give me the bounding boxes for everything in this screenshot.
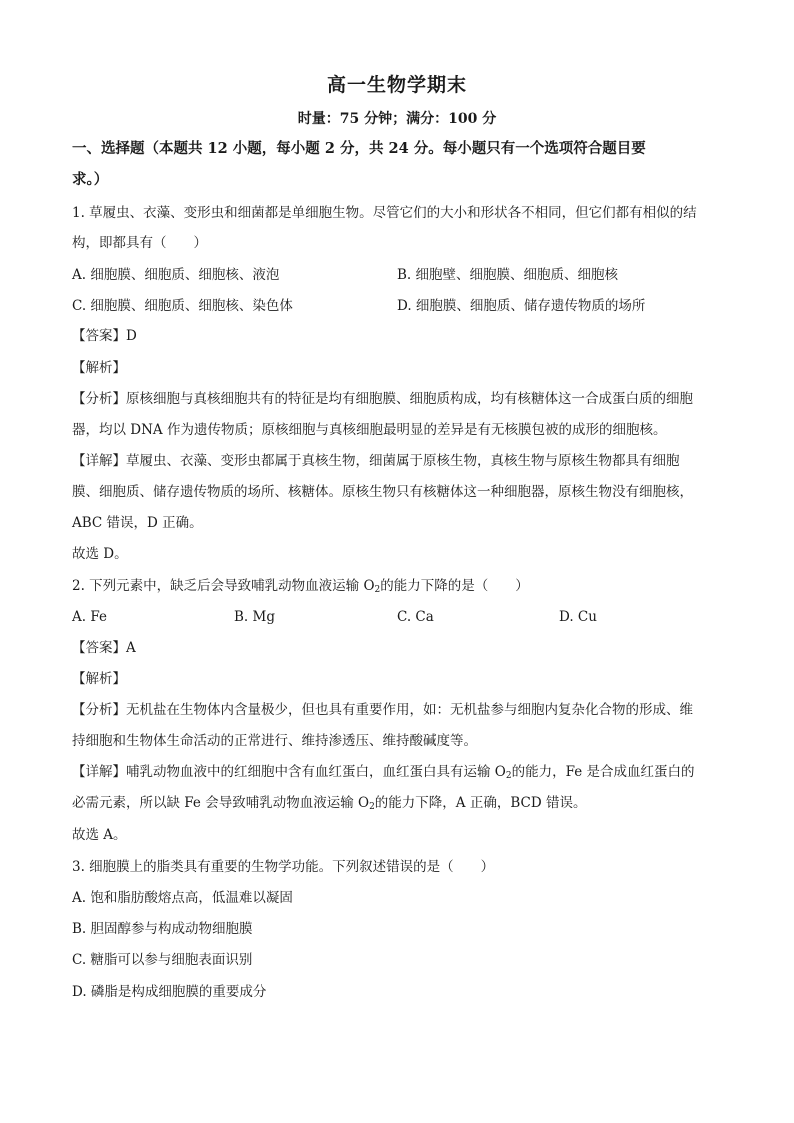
q2-conclusion: 故选 A。: [72, 827, 127, 843]
q3-option-d: D. 磷脂是构成细胞膜的重要成分: [72, 984, 267, 1000]
q2-xiangjie2-subscript: 2: [369, 802, 375, 812]
q1-analysis-label: 【解析】: [72, 360, 126, 376]
q2-xiangjie-line2: [72, 794, 586, 816]
q2-xiangjie1-before: 【详解】哺乳动物血液中的红细胞中含有血红蛋白，血红蛋白具有运输 O: [72, 764, 506, 780]
q2-option-b: B. Mg: [234, 609, 275, 625]
q3-option-c: C. 糖脂可以参与细胞表面识别: [72, 952, 253, 968]
q1-option-b: B. 细胞壁、细胞膜、细胞质、细胞核: [397, 267, 619, 283]
q2-fenxi-line1: 【分析】无机盐在生物体内含量极少，但也具有重要作用，如：无机盐参与细胞内复杂化合物的形成、维: [72, 702, 693, 718]
q2-xiangjie-line1: [72, 763, 695, 785]
q2-xiangjie1-after: 的能力，Fe 是合成血红蛋白的: [511, 764, 695, 780]
q2-option-d: D. Cu: [559, 609, 597, 625]
q1-option-c: C. 细胞膜、细胞质、细胞核、染色体: [72, 298, 293, 314]
q1-stem-line1: 1. 草履虫、衣藻、变形虫和细菌都是单细胞生物。尽管它们的大小和形状各不相同，但它们都有相似的结: [72, 205, 697, 221]
q1-answer: 【答案】D: [72, 328, 137, 344]
q1-conclusion: 故选 D。: [72, 546, 128, 562]
q2-stem: [72, 577, 529, 599]
q3-option-a: A. 饱和脂肪酸熔点高，低温难以凝固: [72, 890, 293, 906]
q2-option-c: C. Ca: [397, 609, 434, 625]
q2-stem-subscript: 2: [374, 585, 381, 595]
q2-xiangjie2-after: 的能力下降，A 正确，BCD 错误。: [374, 795, 587, 811]
q1-xiangjie-line2: 膜、细胞质、储存遗传物质的场所、核糖体。原核生物只有核糖体这一种细胞器，原核生物没有细胞核，: [72, 484, 693, 500]
q2-option-a: A. Fe: [72, 609, 107, 625]
q1-fenxi-line1: 【分析】原核细胞与真核细胞共有的特征是均有细胞膜、细胞质构成，均有核糖体这一合成蛋白质的细胞: [72, 391, 693, 407]
q2-xiangjie1-subscript: 2: [505, 771, 512, 781]
q2-fenxi-line2: 持细胞和生物体生命活动的正常进行、维持渗透压、维持酸碱度等。: [72, 733, 477, 749]
q1-fenxi-line2: 器，均以 DNA 作为遗传物质；原核细胞与真核细胞最明显的差异是有无核膜包被的成形的细胞核。: [72, 422, 667, 438]
q1-stem-line2: 构，即都具有（ ）: [72, 235, 207, 251]
q2-answer: 【答案】A: [72, 640, 136, 656]
exam-time-score: 时量：75 分钟；满分：100 分: [297, 111, 497, 127]
q3-option-b: B. 胆固醇参与构成动物细胞膜: [72, 921, 253, 937]
page-title: 高一生物学期末: [326, 74, 467, 96]
q1-xiangjie-line3: ABC 错误，D 正确。: [72, 515, 203, 531]
q1-option-a: A. 细胞膜、细胞质、细胞核、液泡: [72, 267, 280, 283]
q2-xiangjie2-before: 必需元素，所以缺 Fe 会导致哺乳动物血液运输 O: [72, 795, 370, 811]
q2-stem-after: 的能力下降的是（ ）: [380, 578, 529, 594]
q1-xiangjie-line1: 【详解】草履虫、衣藻、变形虫都属于真核生物，细菌属于原核生物，真核生物与原核生物都具有细胞: [72, 453, 680, 469]
q2-stem-before: 2. 下列元素中，缺乏后会导致哺乳动物血液运输 O: [72, 578, 375, 594]
section-heading-line1: 一、选择题（本题共 12 小题，每小题 2 分，共 24 分。每小题只有一个选项符合题目要: [72, 140, 646, 157]
q3-stem: 3. 细胞膜上的脂类具有重要的生物学功能。下列叙述错误的是（ ）: [72, 859, 495, 875]
section-heading-line2: 求。）: [72, 171, 109, 188]
q2-analysis-label: 【解析】: [72, 671, 126, 687]
q1-option-d: D. 细胞膜、细胞质、储存遗传物质的场所: [397, 298, 646, 314]
